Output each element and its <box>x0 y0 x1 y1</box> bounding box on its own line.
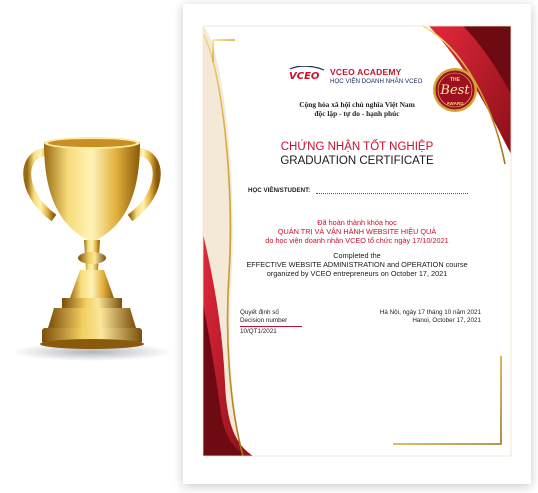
trophy-icon <box>10 130 175 365</box>
badge-top-text: THE <box>450 77 460 83</box>
decision-label-en: Decision number <box>240 317 288 324</box>
nation-line-1: Cộng hòa xã hội chủ nghĩa Việt Nam <box>299 100 415 109</box>
decision-number: 10/QT1/2021 <box>240 328 277 335</box>
vceo-logo-icon <box>288 66 328 82</box>
student-label: HỌC VIÊN/STUDENT: <box>248 187 311 194</box>
certificate <box>183 4 531 484</box>
badge-bottom-text: AWARD <box>446 101 464 106</box>
body-en-line-3: organized by VCEO entrepreneurs on October 17, 2021 <box>266 269 448 278</box>
body-en-line-1: Completed the <box>333 251 381 260</box>
issue-date-vn: Hà Nội, ngày 17 tháng 10 năm 2021 <box>379 309 481 316</box>
body-vn-line-2: QUẢN TRỊ VÀ VẬN HÀNH WEBSITE HIỆU QUẢ <box>277 227 437 236</box>
decision-divider <box>240 326 302 327</box>
body-en-line-2: EFFECTIVE WEBSITE ADMINISTRATION and OPERATION course <box>246 260 468 269</box>
badge-mid-text: Best <box>440 83 470 98</box>
student-name-line <box>316 193 468 194</box>
academy-name: VCEO ACADEMY <box>330 67 402 77</box>
logo-mark-text: VCEO <box>289 71 320 82</box>
certificate-title-vietnamese: CHỨNG NHẬN TỐT NGHIỆP <box>280 141 434 153</box>
issue-date-en: Hanoi, October 17, 2021 <box>412 317 481 324</box>
body-vn-line-3: do học viện doanh nhân VCEO tổ chức ngày 17/10/2021 <box>265 236 449 245</box>
nation-line-2: độc lập - tự do - hạnh phúc <box>314 109 400 118</box>
decision-label-vn: Quyết định số <box>240 309 279 316</box>
body-vn-line-1: Đã hoàn thành khóa học <box>317 218 397 227</box>
certificate-title-english: GRADUATION CERTIFICATE <box>280 155 434 167</box>
academy-subtitle: HỌC VIỆN DOANH NHÂN VCEO <box>330 78 423 85</box>
